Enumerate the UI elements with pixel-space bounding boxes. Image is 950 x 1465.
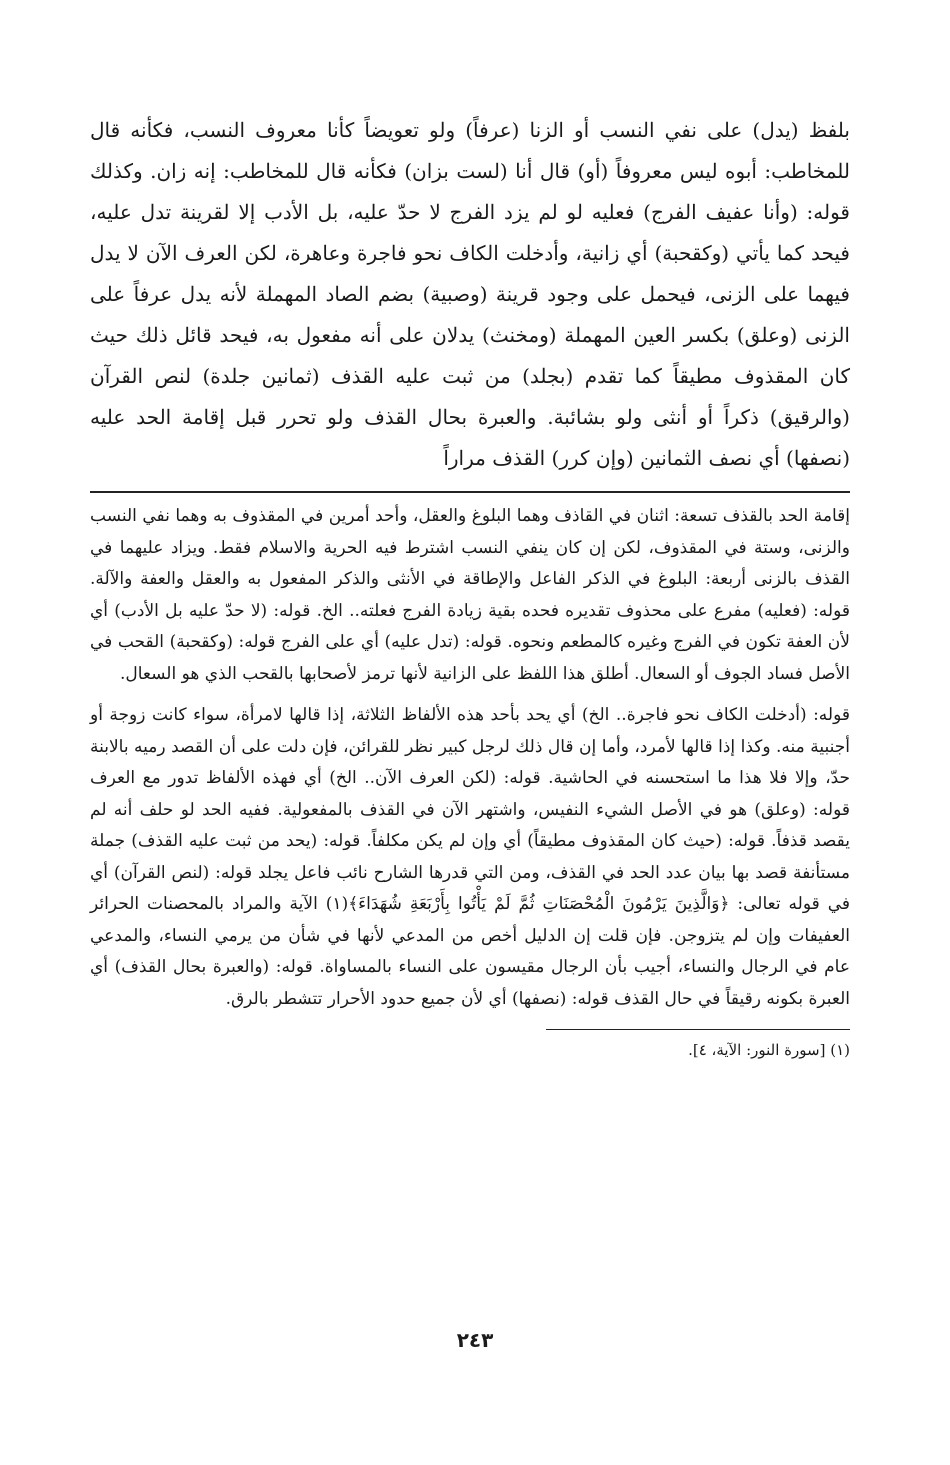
page-content: [90, 110, 850, 1062]
main-text: [90, 110, 850, 479]
commentary-paragraph-2: قوله: (أدخلت الكاف نحو فاجرة.. الخ) أي يحد بأحد هذه الألفاظ الثلاثة، إذا قالها لامرأة، سواء كانت زوجة أو أجنبية منه. وكذا إذا قالها لأمرد، وأما إن قال ذلك لرجل كبير نظر للقرائن، فإن دلت على أن القصد رميه بالابنة حدّ، وإلا فلا هذا ما استحسنه في الحاشية. قوله: (لكن العرف الآن.. الخ) أي فهذه الألفاظ تدور مع العرف قوله: (وعلق) هو في الأصل الشيء النفيس، واشتهر الآن في القذف بالمفعولية. ففيه الحد لو حلف أنه لم يقصد قذفاً. قوله: (حيث كان المقذوف مطيقاً) أي وإن لم يكن مكلفاً. قوله: (يحد من ثبت عليه القذف) جملة مستأنفة قصد بها بيان عدد الحد في القذف، ومن التي قدرها الشارح نائب فاعل يجلد قوله: (لنص القرآن) أي في قوله تعالى: ﴿وَالَّذِينَ يَرْمُونَ الْمُحْصَنَاتِ ثُمَّ لَمْ يَأْتُوا بِأَرْبَعَةِ شُهَدَاءَ﴾(١) الآية والمراد بالمحصنات الحرائر العفيفات وإن لم يتزوجن. فإن قلت إن الدليل أخص من المدعي لأنها في شأن من يرمي النساء، والمدعي عام في الرجال والنساء، أجيب بأن الرجال مقيسون على النساء بالمساواة. قوله: (والعبرة بحال القذف) أي العبرة بكونه رقيقاً في حال القذف قوله: (نصفها) أي لأن جميع حدود الأحرار تتشطر بالرق.: [90, 705, 850, 1009]
footnote: (١) [سورة النور: الآية، ٤].: [688, 1041, 850, 1059]
main-paragraph: بلفظ (يدل) على نفي النسب أو الزنا (عرفاً) ولو تعويضاً كأنا معروف النسب، فكأنه قال للمخاطب: أبوه ليس معروفاً (أو) قال أنا (لست بزان) فكأنه قال للمخاطب: إنه زان. وكذلك قوله: (وأنا عفيف الفرج) فعليه لو لم يزد الفرج لا حدّ عليه، بل الأدب إلا لقرينة تدل عليه، فيحد كما يأتي (وكقحبة) أي زانية، وأدخلت الكاف نحو فاجرة وعاهرة، لكن العرف الآن لا يدل فيهما على الزنى، فيحمل على وجود قرينة (وصبية) بضم الصاد المهملة لأنه يدل عرفاً على الزنى (وعلق) بكسر العين المهملة (ومخنث) يدلان على أنه مفعول به، فيحد قائل ذلك حيث كان المقذوف مطيقاً كما تقدم (بجلد) من ثبت عليه القذف (ثمانين جلدة) لنص القرآن (والرقيق) ذكراً أو أنثى ولو بشائبة. والعبرة بحال القذف ولو تحرر قبل إقامة الحد عليه (نصفها) أي نصف الثمانين (وإن كرر) القذف مراراً: [90, 118, 850, 470]
commentary-paragraph-1: إقامة الحد بالقذف تسعة: اثنان في القاذف وهما البلوغ والعقل، وأحد أمرين في المقذوف به وهما نفي النسب والزنى، وستة في المقذوف، لكن إن كان ينفي النسب اشترط فيه الحرية والاسلام فقط. ويزاد عليهما في القذف بالزنى أربعة: البلوغ في الذكر الفاعل والإطاقة في الأنثى والذكر المفعول به والعقل والعفة والآلة. قوله: (فعليه) مفرع على محذوف تقديره فحده بقية زيادة الفرج فعلته.. الخ. قوله: (لا حدّ عليه بل الأدب) أي لأن العفة تكون في الفرج وغيره كالمطعم ونحوه. قوله: (تدل عليه) أي على الفرج قوله: (وكقحبة) القحب في الأصل فساد الجوف أو السعال. أطلق هذا اللفظ على الزانية لأنها ترمز لأصحابها بالقحب الذي هو السعال.: [90, 506, 850, 684]
footnote-rule: [546, 1029, 850, 1030]
commentary-section: [90, 501, 850, 1015]
separator-rule: [90, 491, 850, 493]
page-number: ٢٤٣: [456, 1328, 494, 1352]
